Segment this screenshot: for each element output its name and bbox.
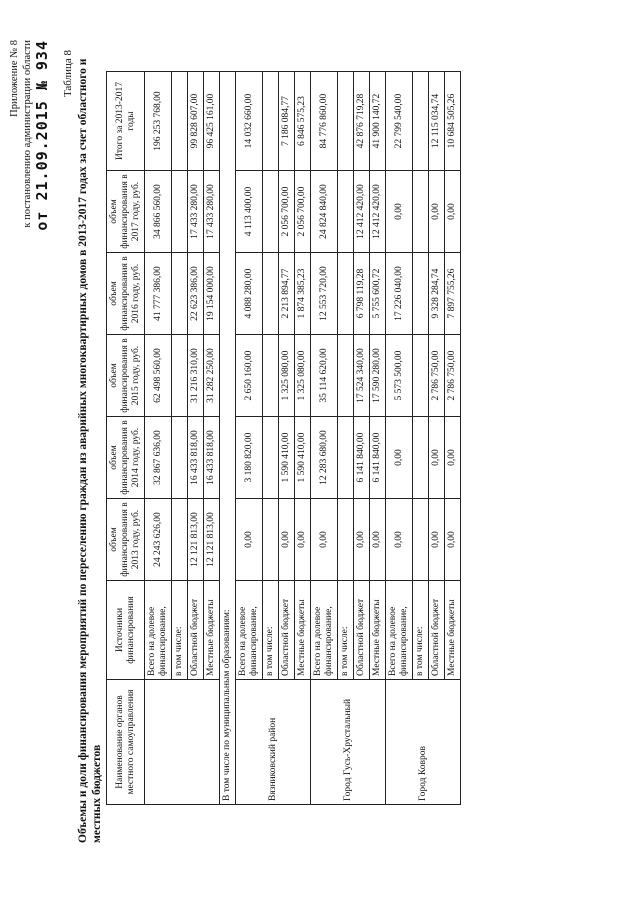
table-row	[145, 72, 172, 805]
source-cell: Местные бюджеты	[445, 581, 461, 680]
amount-cell-y2016: 19 154 000,00	[204, 253, 220, 335]
source-cell: в том числе:	[413, 581, 429, 680]
municipality-name: Вязниковский район	[236, 680, 311, 805]
total-cell: 41 900 140,72	[370, 72, 386, 171]
municipality-name: Город Ковров	[386, 680, 461, 805]
table-row	[311, 72, 338, 805]
amount-cell-y2017: 17 433 280,00	[188, 171, 204, 253]
amount-cell-y2013: 0,00	[311, 499, 338, 581]
total-cell	[263, 72, 279, 171]
appendix-number: Приложение № 8	[9, 40, 20, 117]
amount-cell-y2016: 6 798 119,28	[354, 253, 370, 335]
amount-cell-y2016: 2 213 894,77	[279, 253, 295, 335]
amount-cell-y2015: 31 282 250,00	[204, 335, 220, 417]
amount-cell-y2013	[263, 499, 279, 581]
amount-cell-y2013: 0,00	[429, 499, 445, 581]
amount-cell-y2015	[263, 335, 279, 417]
total-cell: 6 846 575,23	[295, 72, 311, 171]
amount-cell-y2017: 0,00	[386, 171, 413, 253]
col-header-2013: объем финансирования в 2013 году, руб.	[107, 499, 145, 581]
amount-cell-y2014: 32 867 636,00	[145, 417, 172, 499]
amount-cell-y2013	[338, 499, 354, 581]
document-title: Объемы и доли финансирования мероприятий по переселению граждан из аварийных многоквартирных домов в 2013-2017 годах за счет областного и местных бюджетов	[77, 58, 103, 843]
amount-cell-y2016	[172, 253, 188, 335]
amount-cell-y2014: 12 283 680,00	[311, 417, 338, 499]
amount-cell-y2016	[263, 253, 279, 335]
amount-cell-y2015	[413, 335, 429, 417]
amount-cell-y2015: 2 786 750,00	[445, 335, 461, 417]
source-cell: Областной бюджет	[279, 581, 295, 680]
source-cell: в том числе:	[263, 581, 279, 680]
amount-cell-y2013	[172, 499, 188, 581]
source-cell: Областной бюджет	[354, 581, 370, 680]
amount-cell-y2014: 0,00	[386, 417, 413, 499]
source-cell: в том числе:	[172, 581, 188, 680]
source-cell: Областной бюджет	[429, 581, 445, 680]
appendix-header	[8, 40, 49, 231]
municipalities-heading-row	[220, 72, 236, 805]
amount-cell-y2017	[338, 171, 354, 253]
amount-cell-y2015: 2 786 750,00	[429, 335, 445, 417]
col-header-2015: объем финансирования в 2015 году, руб.	[107, 335, 145, 417]
amount-cell-y2017: 2 056 700,00	[295, 171, 311, 253]
decree-reference: к постановлению администрации области	[22, 40, 33, 228]
amount-cell-y2017: 2 056 700,00	[279, 171, 295, 253]
amount-cell-y2013	[413, 499, 429, 581]
amount-cell-y2015: 1 325 080,00	[295, 335, 311, 417]
amount-cell-y2014: 1 590 410,00	[295, 417, 311, 499]
col-header-2016: объем финансирования в 2016 году, руб.	[107, 253, 145, 335]
col-header-2017: объем финансирования в 2017 году, руб.	[107, 171, 145, 253]
amount-cell-y2015: 17 590 280,00	[370, 335, 386, 417]
amount-cell-y2016: 22 623 386,00	[188, 253, 204, 335]
amount-cell-y2017	[263, 171, 279, 253]
table-label: Таблица 8	[62, 50, 74, 98]
source-cell: Местные бюджеты	[295, 581, 311, 680]
col-header-source: Источники финансирования	[107, 581, 145, 680]
table-row	[386, 72, 413, 805]
amount-cell-y2014: 3 180 820,00	[236, 417, 263, 499]
financing-table	[106, 71, 461, 805]
amount-cell-y2015: 62 498 560,00	[145, 335, 172, 417]
source-cell: Областной бюджет	[188, 581, 204, 680]
amount-cell-y2014	[263, 417, 279, 499]
amount-cell-y2017: 0,00	[445, 171, 461, 253]
amount-cell-y2016: 5 755 600,72	[370, 253, 386, 335]
amount-cell-y2016: 1 874 385,23	[295, 253, 311, 335]
source-cell: Всего на долевое финансирование,	[236, 581, 263, 680]
total-cell	[172, 72, 188, 171]
table-header-row	[107, 72, 145, 805]
amount-cell-y2016: 9 328 284,74	[429, 253, 445, 335]
source-cell: Всего на долевое финансирование,	[311, 581, 338, 680]
total-cell: 22 799 540,00	[386, 72, 413, 171]
total-cell: 99 828 607,00	[188, 72, 204, 171]
amount-cell-y2013: 0,00	[445, 499, 461, 581]
total-cell	[413, 72, 429, 171]
amount-cell-y2013: 24 243 626,00	[145, 499, 172, 581]
amount-cell-y2015: 35 114 620,00	[311, 335, 338, 417]
amount-cell-y2014: 1 590 410,00	[279, 417, 295, 499]
amount-cell-y2017: 12 412 420,00	[370, 171, 386, 253]
municipalities-heading: В том числе по муниципальным образованиям:	[220, 72, 236, 805]
amount-cell-y2013: 0,00	[295, 499, 311, 581]
amount-cell-y2014: 0,00	[429, 417, 445, 499]
total-cell: 12 115 034,74	[429, 72, 445, 171]
amount-cell-y2013: 0,00	[279, 499, 295, 581]
amount-cell-y2013: 0,00	[386, 499, 413, 581]
amount-cell-y2017: 34 866 560,00	[145, 171, 172, 253]
col-header-total: Итого за 2013-2017 годы	[107, 72, 145, 171]
amount-cell-y2013: 12 121 813,00	[188, 499, 204, 581]
amount-cell-y2016: 17 226 040,00	[386, 253, 413, 335]
source-cell: Всего на долевое финансирование,	[145, 581, 172, 680]
amount-cell-y2016: 12 553 720,00	[311, 253, 338, 335]
total-cell	[338, 72, 354, 171]
amount-cell-y2016	[338, 253, 354, 335]
col-header-name: Наименование органов местного самоуправления	[107, 680, 145, 805]
total-cell: 84 776 860,00	[311, 72, 338, 171]
summary-name-cell	[145, 680, 220, 805]
total-cell: 42 876 719,28	[354, 72, 370, 171]
amount-cell-y2015: 1 325 080,00	[279, 335, 295, 417]
source-cell: в том числе:	[338, 581, 354, 680]
amount-cell-y2017: 24 824 840,00	[311, 171, 338, 253]
amount-cell-y2017: 12 412 420,00	[354, 171, 370, 253]
amount-cell-y2017: 17 433 280,00	[204, 171, 220, 253]
col-header-2014: объем финансирования в 2014 году, руб.	[107, 417, 145, 499]
amount-cell-y2017: 4 113 400,00	[236, 171, 263, 253]
amount-cell-y2017	[172, 171, 188, 253]
table-row	[236, 72, 263, 805]
amount-cell-y2016	[413, 253, 429, 335]
amount-cell-y2016: 41 777 386,00	[145, 253, 172, 335]
amount-cell-y2014: 6 141 840,00	[370, 417, 386, 499]
amount-cell-y2015: 17 524 340,00	[354, 335, 370, 417]
total-cell: 14 032 660,00	[236, 72, 263, 171]
amount-cell-y2014	[413, 417, 429, 499]
amount-cell-y2014: 16 433 818,00	[188, 417, 204, 499]
amount-cell-y2017	[413, 171, 429, 253]
source-cell: Всего на долевое финансирование,	[386, 581, 413, 680]
amount-cell-y2016: 4 088 280,00	[236, 253, 263, 335]
total-cell: 10 684 505,26	[445, 72, 461, 171]
total-cell: 96 425 161,00	[204, 72, 220, 171]
amount-cell-y2013: 0,00	[370, 499, 386, 581]
table-body	[145, 72, 461, 805]
amount-cell-y2015	[338, 335, 354, 417]
amount-cell-y2013: 12 121 813,00	[204, 499, 220, 581]
amount-cell-y2014	[172, 417, 188, 499]
amount-cell-y2015: 31 216 310,00	[188, 335, 204, 417]
amount-cell-y2015	[172, 335, 188, 417]
amount-cell-y2014: 0,00	[445, 417, 461, 499]
amount-cell-y2016: 7 897 755,26	[445, 253, 461, 335]
source-cell: Местные бюджеты	[370, 581, 386, 680]
total-cell: 7 186 084,77	[279, 72, 295, 171]
amount-cell-y2014	[338, 417, 354, 499]
municipality-name: Город Гусь-Хрустальный	[311, 680, 386, 805]
source-cell: Местные бюджеты	[204, 581, 220, 680]
amount-cell-y2014: 6 141 840,00	[354, 417, 370, 499]
amount-cell-y2015: 2 650 160,00	[236, 335, 263, 417]
amount-cell-y2017: 0,00	[429, 171, 445, 253]
amount-cell-y2014: 16 433 818,00	[204, 417, 220, 499]
amount-cell-y2015: 5 573 500,00	[386, 335, 413, 417]
total-cell: 196 253 768,00	[145, 72, 172, 171]
decree-date: от 21.09.2015 № 934	[33, 40, 51, 231]
amount-cell-y2013: 0,00	[354, 499, 370, 581]
amount-cell-y2013: 0,00	[236, 499, 263, 581]
